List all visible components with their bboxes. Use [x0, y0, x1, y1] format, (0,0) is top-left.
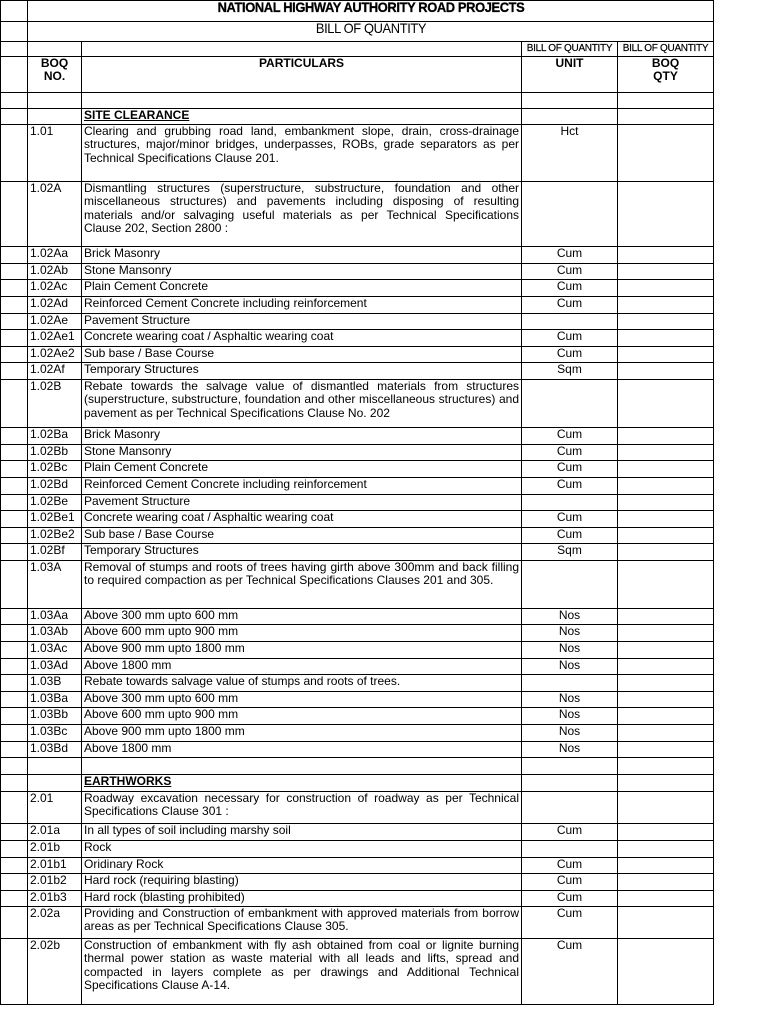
- item-qty: [618, 873, 714, 890]
- empty-cell: [618, 92, 714, 108]
- empty-cell: [82, 42, 522, 57]
- item-unit: Cum: [522, 329, 618, 346]
- table-row: [1, 296, 714, 313]
- item-code: 1.02Aa: [28, 246, 82, 263]
- spacer-cell: [1, 477, 28, 494]
- item-qty: [618, 543, 714, 560]
- item-qty: [618, 823, 714, 840]
- item-code: 2.02b: [28, 938, 82, 1004]
- item-qty: [618, 263, 714, 279]
- table-row: [1, 906, 714, 938]
- spacer-cell: [1, 296, 28, 313]
- table-row: [1, 674, 714, 691]
- item-unit: [522, 560, 618, 608]
- spacer-cell: [1, 741, 28, 757]
- spacer-cell: [1, 791, 28, 823]
- item-qty: [618, 246, 714, 263]
- item-unit: Nos: [522, 741, 618, 757]
- item-code: 1.02Ae2: [28, 346, 82, 362]
- table-row: [1, 608, 714, 624]
- item-code: 1.03Bd: [28, 741, 82, 757]
- item-particulars: Above 300 mm upto 600 mm: [82, 608, 522, 624]
- table-row: [1, 444, 714, 460]
- item-qty: [618, 840, 714, 857]
- spacer-cell: [1, 938, 28, 1004]
- item-code: 1.03Aa: [28, 608, 82, 624]
- table-row: [1, 362, 714, 379]
- item-qty: [618, 427, 714, 444]
- empty-cell: [82, 92, 522, 108]
- item-unit: Cum: [522, 427, 618, 444]
- item-particulars: Reinforced Cement Concrete including reinforcement: [82, 477, 522, 494]
- empty-cell: [82, 757, 522, 774]
- empty-cell: [618, 757, 714, 774]
- spacer-cell: [1, 906, 28, 938]
- table-row: [1, 741, 714, 757]
- boq-qty-line1: BOQ: [651, 56, 680, 70]
- empty-cell: [28, 108, 82, 124]
- spacer-cell: [1, 543, 28, 560]
- item-qty: [618, 296, 714, 313]
- table-row: [1, 494, 714, 510]
- spacer-cell: [1, 460, 28, 477]
- item-code: 2.01b: [28, 840, 82, 857]
- item-code: 1.02Ae1: [28, 329, 82, 346]
- spacer-cell: [1, 724, 28, 741]
- table-row: [1, 346, 714, 362]
- table-body: [1, 92, 714, 1004]
- item-code: 1.02Ac: [28, 279, 82, 296]
- table-row: [1, 181, 714, 246]
- item-unit: Cum: [522, 823, 618, 840]
- item-unit: Nos: [522, 658, 618, 674]
- item-particulars: Above 300 mm upto 600 mm: [82, 691, 522, 707]
- item-unit: Sqm: [522, 362, 618, 379]
- item-qty: [618, 791, 714, 823]
- item-qty: [618, 124, 714, 181]
- spacer-cell: [1, 1, 28, 22]
- item-particulars: Reinforced Cement Concrete including reinforcement: [82, 296, 522, 313]
- particulars-header: PARTICULARS: [82, 56, 522, 92]
- item-particulars: Above 600 mm upto 900 mm: [82, 707, 522, 724]
- item-particulars: Dismantling structures (superstructure, substructure, foundation and other miscellaneous structures) and pavements including disposing of resulting materials and/or salvaging useful materials as per Technical Specifications Clause 202, Section 2800 :: [82, 181, 522, 246]
- item-qty: [618, 674, 714, 691]
- spacer-cell: [1, 329, 28, 346]
- item-particulars: Oridinary Rock: [82, 857, 522, 873]
- item-particulars: Removal of stumps and roots of trees having girth above 300mm and back filling to required compaction as per Technical Specifications Clauses 201 and 305.: [82, 560, 522, 608]
- item-particulars: Pavement Structure: [82, 494, 522, 510]
- table-row: [1, 658, 714, 674]
- spacer-cell: [1, 22, 28, 42]
- boq-no-header: [28, 56, 82, 92]
- item-particulars: Sub base / Base Course: [82, 527, 522, 543]
- table-row: [1, 460, 714, 477]
- item-code: 1.02Ab: [28, 263, 82, 279]
- item-code: 2.02a: [28, 906, 82, 938]
- item-particulars: Providing and Construction of embankment with approved materials from borrow areas as per Technical Specifications Clause 305.: [82, 906, 522, 938]
- item-particulars: Above 900 mm upto 1800 mm: [82, 641, 522, 658]
- item-code: 1.02Ba: [28, 427, 82, 444]
- spacer-cell: [1, 691, 28, 707]
- qty-group-header: BILL OF QUANTITY: [618, 42, 714, 57]
- table-row: [1, 313, 714, 329]
- spacer-cell: [1, 379, 28, 427]
- item-qty: [618, 707, 714, 724]
- item-qty: [618, 857, 714, 873]
- empty-cell: [522, 92, 618, 108]
- unit-header: UNIT: [522, 56, 618, 92]
- table-row: [1, 379, 714, 427]
- section-row: [1, 108, 714, 124]
- item-code: 2.01a: [28, 823, 82, 840]
- table-row: [1, 543, 714, 560]
- item-qty: [618, 460, 714, 477]
- spacer-cell: [1, 246, 28, 263]
- spacer-cell: [1, 624, 28, 641]
- item-unit: Cum: [522, 906, 618, 938]
- item-qty: [618, 494, 714, 510]
- spacer-cell: [1, 857, 28, 873]
- item-code: 1.02Bc: [28, 460, 82, 477]
- item-unit: Cum: [522, 938, 618, 1004]
- table-row: [1, 263, 714, 279]
- item-particulars: Concrete wearing coat / Asphaltic wearing coat: [82, 329, 522, 346]
- item-unit: Cum: [522, 477, 618, 494]
- item-particulars: Plain Cement Concrete: [82, 279, 522, 296]
- item-unit: Cum: [522, 857, 618, 873]
- spacer-cell: [1, 890, 28, 906]
- subtitle-row: [1, 22, 714, 42]
- item-qty: [618, 346, 714, 362]
- item-code: 1.02Be2: [28, 527, 82, 543]
- item-code: 1.03B: [28, 674, 82, 691]
- item-unit: [522, 494, 618, 510]
- item-code: 2.01: [28, 791, 82, 823]
- section-row: [1, 774, 714, 791]
- spacer-cell: [1, 823, 28, 840]
- unit-group-header: BILL OF QUANTITY: [522, 42, 618, 57]
- item-unit: Nos: [522, 707, 618, 724]
- item-qty: [618, 362, 714, 379]
- item-particulars: Brick Masonry: [82, 246, 522, 263]
- item-qty: [618, 444, 714, 460]
- item-code: 1.03Bc: [28, 724, 82, 741]
- table-row: [1, 857, 714, 873]
- spacer-cell: [1, 527, 28, 543]
- item-code: 1.02B: [28, 379, 82, 427]
- item-particulars: Temporary Structures: [82, 362, 522, 379]
- spacer-cell: [1, 279, 28, 296]
- item-unit: Cum: [522, 890, 618, 906]
- empty-cell: [28, 42, 82, 57]
- item-qty: [618, 938, 714, 1004]
- item-unit: Cum: [522, 873, 618, 890]
- item-code: 1.02Af: [28, 362, 82, 379]
- item-qty: [618, 329, 714, 346]
- item-particulars: Rebate towards salvage value of stumps and roots of trees.: [82, 674, 522, 691]
- spacer-cell: [1, 840, 28, 857]
- document-subtitle: BILL OF QUANTITY: [55, 22, 686, 42]
- item-qty: [618, 724, 714, 741]
- blank-row: [1, 92, 714, 108]
- item-qty: [618, 624, 714, 641]
- empty-cell: [28, 774, 82, 791]
- item-unit: Cum: [522, 279, 618, 296]
- item-qty: [618, 279, 714, 296]
- item-code: 1.02Ae: [28, 313, 82, 329]
- spacer-cell: [1, 444, 28, 460]
- empty-cell: [522, 774, 618, 791]
- item-unit: Nos: [522, 608, 618, 624]
- item-particulars: Above 900 mm upto 1800 mm: [82, 724, 522, 741]
- item-unit: [522, 840, 618, 857]
- item-qty: [618, 658, 714, 674]
- spacer-cell: [1, 42, 28, 57]
- boq-no-line2: NO.: [43, 69, 66, 84]
- item-particulars: Stone Mansonry: [82, 444, 522, 460]
- spacer-cell: [1, 346, 28, 362]
- item-unit: Nos: [522, 724, 618, 741]
- table-row: [1, 791, 714, 823]
- spacer-cell: [1, 181, 28, 246]
- spacer-cell: [1, 494, 28, 510]
- item-code: 1.03Ad: [28, 658, 82, 674]
- item-particulars: Pavement Structure: [82, 313, 522, 329]
- empty-cell: [618, 108, 714, 124]
- empty-cell: [618, 774, 714, 791]
- empty-cell: [28, 92, 82, 108]
- spacer-cell: [1, 608, 28, 624]
- item-code: 1.02A: [28, 181, 82, 246]
- item-qty: [618, 560, 714, 608]
- table-row: [1, 510, 714, 527]
- item-code: 2.01b1: [28, 857, 82, 873]
- item-code: 1.03A: [28, 560, 82, 608]
- table-row: [1, 527, 714, 543]
- item-code: 1.02Be: [28, 494, 82, 510]
- item-qty: [618, 741, 714, 757]
- table-row: [1, 477, 714, 494]
- table-row: [1, 938, 714, 1004]
- item-qty: [618, 510, 714, 527]
- item-unit: Cum: [522, 444, 618, 460]
- empty-cell: [522, 757, 618, 774]
- item-particulars: Plain Cement Concrete: [82, 460, 522, 477]
- item-qty: [618, 890, 714, 906]
- item-qty: [618, 691, 714, 707]
- table-row: [1, 246, 714, 263]
- empty-cell: [28, 757, 82, 774]
- item-particulars: Temporary Structures: [82, 543, 522, 560]
- table-row: [1, 124, 714, 181]
- document-title: NATIONAL HIGHWAY AUTHORITY ROAD PROJECTS: [55, 1, 686, 22]
- item-code: 1.02Bb: [28, 444, 82, 460]
- item-code: 1.02Be1: [28, 510, 82, 527]
- item-unit: Nos: [522, 691, 618, 707]
- table-row: [1, 624, 714, 641]
- item-particulars: Sub base / Base Course: [82, 346, 522, 362]
- item-qty: [618, 906, 714, 938]
- table-row: [1, 823, 714, 840]
- item-particulars: Clearing and grubbing road land, embankment slope, drain, cross-drainage structures, major/minor bridges, underpasses, ROBs, grade separators as per Technical Specifications Clause 201.: [82, 124, 522, 181]
- item-unit: Cum: [522, 346, 618, 362]
- item-particulars: Roadway excavation necessary for construction of roadway as per Technical Specifications Clause 301 :: [82, 791, 522, 823]
- item-unit: [522, 181, 618, 246]
- spacer-cell: [1, 108, 28, 124]
- item-qty: [618, 477, 714, 494]
- boq-qty-header: [618, 56, 714, 92]
- section-heading: EARTHWORKS: [82, 774, 522, 791]
- spacer-cell: [1, 873, 28, 890]
- spacer-cell: [1, 427, 28, 444]
- empty-cell: [522, 108, 618, 124]
- item-particulars: Above 600 mm upto 900 mm: [82, 624, 522, 641]
- item-unit: Cum: [522, 296, 618, 313]
- spacer-cell: [1, 707, 28, 724]
- group-header-row: [1, 42, 714, 57]
- table-row: [1, 560, 714, 608]
- table-row: [1, 279, 714, 296]
- item-particulars: Above 1800 mm: [82, 658, 522, 674]
- table-row: [1, 724, 714, 741]
- item-code: 1.02Ad: [28, 296, 82, 313]
- spacer-cell: [1, 92, 28, 108]
- item-unit: Cum: [522, 527, 618, 543]
- item-particulars: Hard rock (requiring blasting): [82, 873, 522, 890]
- item-qty: [618, 608, 714, 624]
- table-row: [1, 329, 714, 346]
- item-particulars: In all types of soil including marshy soil: [82, 823, 522, 840]
- item-unit: Sqm: [522, 543, 618, 560]
- item-code: 1.02Bd: [28, 477, 82, 494]
- spacer-cell: [1, 313, 28, 329]
- item-unit: [522, 379, 618, 427]
- item-code: 1.03Ac: [28, 641, 82, 658]
- item-qty: [618, 379, 714, 427]
- item-particulars: Concrete wearing coat / Asphaltic wearing coat: [82, 510, 522, 527]
- item-unit: Cum: [522, 263, 618, 279]
- item-code: 1.02Bf: [28, 543, 82, 560]
- item-unit: Cum: [522, 246, 618, 263]
- item-code: 1.03Ba: [28, 691, 82, 707]
- title-row: [1, 1, 714, 22]
- item-particulars: Stone Mansonry: [82, 263, 522, 279]
- item-unit: Cum: [522, 460, 618, 477]
- spacer-cell: [1, 263, 28, 279]
- item-qty: [618, 527, 714, 543]
- table-row: [1, 873, 714, 890]
- item-particulars: Brick Masonry: [82, 427, 522, 444]
- item-unit: [522, 313, 618, 329]
- spacer-cell: [1, 774, 28, 791]
- column-header-row: [1, 56, 714, 92]
- item-particulars: Above 1800 mm: [82, 741, 522, 757]
- item-particulars: Construction of embankment with fly ash obtained from coal or lignite burning thermal power station as waste material with all leads and lifts, spread and compacted in layers complete as per drawings and Additional Technical Specifications Clause A-14.: [82, 938, 522, 1004]
- boq-qty-line2: QTY: [653, 69, 678, 84]
- item-unit: [522, 791, 618, 823]
- spacer-cell: [1, 674, 28, 691]
- item-unit: Nos: [522, 624, 618, 641]
- item-qty: [618, 641, 714, 658]
- item-particulars: Hard rock (blasting prohibited): [82, 890, 522, 906]
- table-row: [1, 890, 714, 906]
- table-row: [1, 691, 714, 707]
- item-code: 1.03Bb: [28, 707, 82, 724]
- item-particulars: Rebate towards the salvage value of dismantled materials from structures (superstructure, substructure, foundation and other miscellaneous structures) and pavement as per Technical Specifications Clause No. 202: [82, 379, 522, 427]
- spacer-cell: [1, 510, 28, 527]
- item-qty: [618, 181, 714, 246]
- item-particulars: Rock: [82, 840, 522, 857]
- item-code: 1.01: [28, 124, 82, 181]
- spacer-cell: [1, 560, 28, 608]
- table-row: [1, 707, 714, 724]
- spacer-cell: [1, 641, 28, 658]
- spacer-cell: [1, 658, 28, 674]
- item-unit: [522, 674, 618, 691]
- item-unit: Nos: [522, 641, 618, 658]
- item-code: 2.01b2: [28, 873, 82, 890]
- blank-row: [1, 757, 714, 774]
- item-unit: Cum: [522, 510, 618, 527]
- table-row: [1, 641, 714, 658]
- item-unit: Hct: [522, 124, 618, 181]
- item-code: 2.01b3: [28, 890, 82, 906]
- boq-no-line1: BOQ: [40, 56, 69, 70]
- table-row: [1, 840, 714, 857]
- section-heading: SITE CLEARANCE: [82, 108, 522, 124]
- table-row: [1, 427, 714, 444]
- spacer-cell: [1, 56, 28, 92]
- spacer-cell: [1, 362, 28, 379]
- spacer-cell: [1, 124, 28, 181]
- spacer-cell: [1, 757, 28, 774]
- item-qty: [618, 313, 714, 329]
- item-code: 1.03Ab: [28, 624, 82, 641]
